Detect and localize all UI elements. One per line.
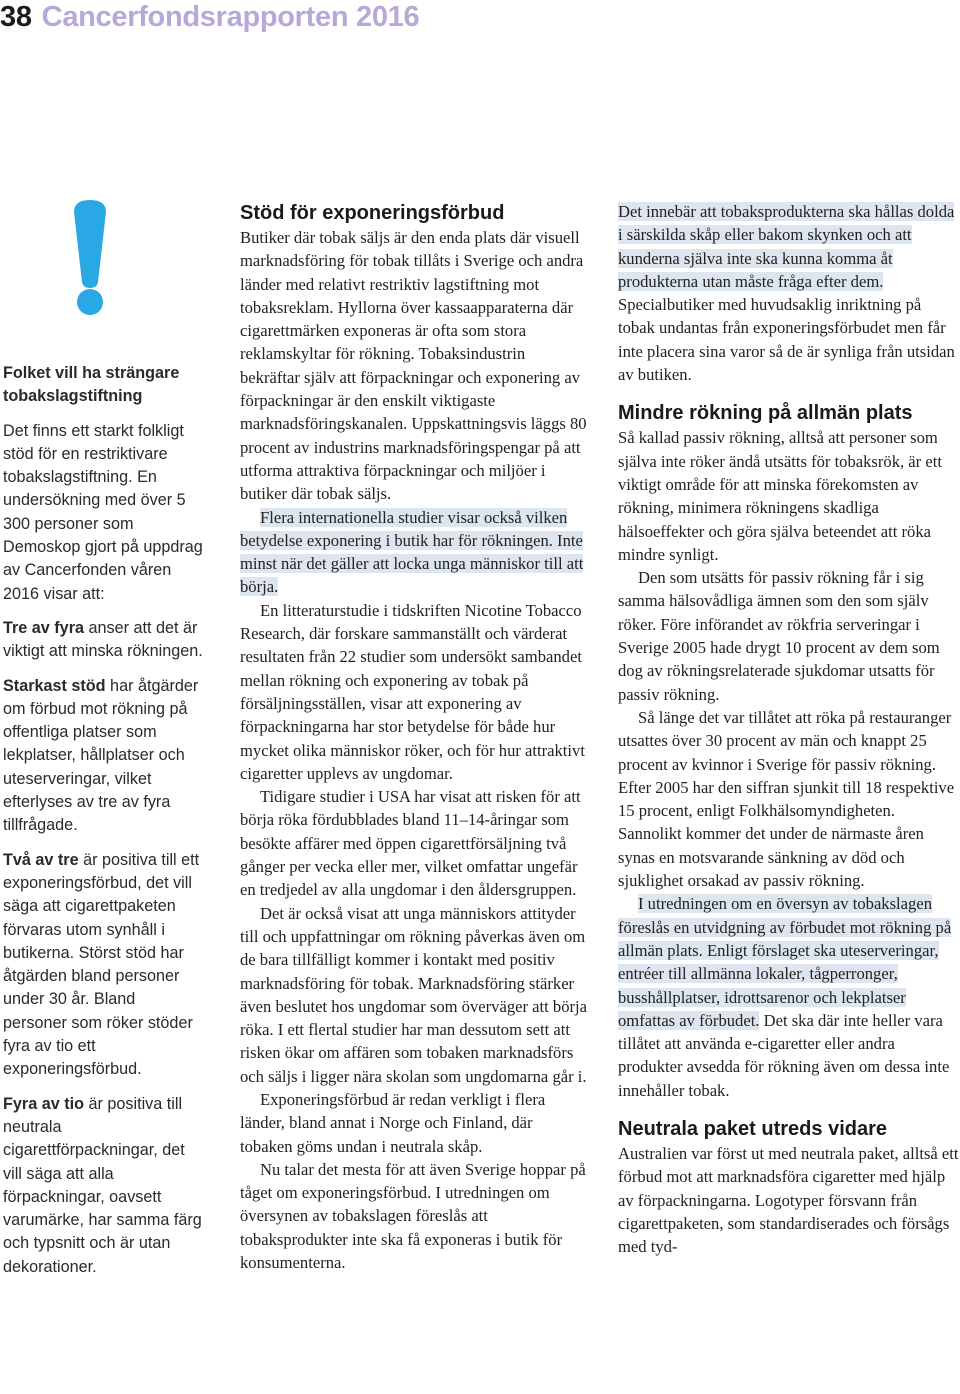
exclamation-icon	[70, 198, 110, 316]
paragraph: Exponeringsförbud är redan verkligt i flera länder, bland annat i Norge och Finland, där tobaken göms undan i neutrala skåp.	[240, 1089, 546, 1156]
fact-lead: Tre av fyra	[3, 618, 84, 637]
paragraph: Australien var först ut med neutrala paket, alltså ett förbud mot att marknadsföra cigaretter med hjälp av förpackningarna. Logotyper försvann från cigarettpaketen, som standardiserades och försågs med tyd-	[618, 1143, 959, 1257]
page-header	[0, 0, 419, 34]
sidebar-fact	[3, 617, 203, 664]
paragraph-text: Specialbutiker med huvudsaklig inriktning på tobak undantas från exponeringsförbudet men får inte placera sina varor så de är synliga från utsidan av butiken.	[618, 295, 955, 385]
paragraph: En litteraturstudie i tidskriften Nicotine Tobacco Research, där forskare sammanställt och värderat resultaten från 22 studier som undersökt sambandet mellan rökning och exponering av tobak på försäljningsställen, visar att exponering av förpackningarna har stor betydelse för både hur mycket olika människor röker, och för hur attraktivt cigaretter upplevs av ungdomar.	[240, 600, 585, 783]
fact-text: är positiva till ett exponeringsförbud, det vill säga att cigarettpaketen förvaras utom synhåll i butikerna. Störst stöd har åtgärden bland personer under 30 år. Bland personer som röker stöder fyra av tio ett exponeringsförbud.	[3, 850, 200, 1079]
section-heading: Neutrala paket utreds vidare	[618, 1117, 887, 1140]
sidebar-fact	[3, 849, 203, 1082]
paragraph	[618, 200, 960, 386]
paragraph-text: Det ska där inte heller vara tillåtet att använda e-cigaretter eller andra produkter avsedda för rökning även om dessa inte innehåller tobak.	[618, 1010, 950, 1100]
paragraph	[240, 506, 588, 599]
fact-text: är positiva till neutrala cigarettförpackningar, det vill säga att alla förpackningar, oavsett varumärke, har samma färg och typsnitt och är utan dekorationer.	[3, 1094, 202, 1276]
paragraph: Så länge det var tillåtet att röka på restauranger utsattes över 30 procent av män och knappt 25 procent av kvinnor i Sverige för passiv rökning. Efter 2005 har den siffran sjunkit till 18 respektive 15 procent, enligt Folkhälsomyndigheten. Sannolikt kommer det under de närmaste åren synas en motsvarande sänkning av död och sjuklighet orsakad av passiv rökning.	[618, 707, 955, 891]
section-heading: Stöd för exponeringsförbud	[240, 202, 505, 224]
fact-lead: Två av tre	[3, 850, 79, 869]
fact-text: har åtgärder om förbud mot rökning på offentliga platser som lekplatser, hållplatser och uteserveringar, vilket efterlyses av tre av fyra tillfrågade.	[3, 676, 199, 835]
paragraph: Butiker där tobak säljs är den enda plats där visuell marknadsföring för tobak tillåts i Sverige och andra länder med relativt restriktiv lagstiftning mot tobaksreklam. Hyllorna över kassaapparaterna där cigarettmärken exponeras är ofta som stora reklamskyltar för rökning. Tobaksindustrin bekräftar själv att förpackningar och exponering av förpackningar är den enskilt viktigaste marknadsföringskanalen. Uppskattningsvis läggs 80 procent av industrins marknadsföringspengar på att utforma attraktiva förpackningar och miljöer i butiker där tobak säljs.	[240, 228, 587, 504]
page-number: 38	[0, 1, 32, 33]
highlighted-text: Det innebär att tobaksprodukterna ska hållas dolda i särskilda skåp eller bakom skynken och att kunderna själva inte ska kunna komma åt produkterna utan måste fråga efter dem.	[618, 202, 955, 291]
paragraph: Det är också visat att unga människors attityder till och uppfattningar om rökning påverkas även om de bara tillfälligt kommer i kontakt med positiv marknadsföring för tobak. Marknadsföring stärker även beslutet hos ungdomar som överväger att börja röka. I ett flertal studier har man dessutom sett att risken ökar om affären som tobaken marknadsförs och säljs i ligger nära skolan som ungdomarna går i.	[240, 903, 587, 1086]
paragraph: Den som utsätts för passiv rökning får i sig samma hälsovådliga ämnen som den som själv röker. Före införandet av rökfria serveringar i Sverige 2005 hade drygt 10 procent av dem som dog av rökningsrelaterade sjukdomar utsatts för passiv rökning.	[618, 568, 940, 704]
fact-text: anser att det är viktigt att minska rökningen.	[3, 618, 203, 661]
paragraph	[618, 892, 960, 1102]
paragraph: Tidigare studier i USA har visat att risken för att börja röka fördubblades bland 11–14-åringar som besökte affärer med öppen cigarettförsäljning två gånger per vecka eller mer, vilket omfattar ungefär en tredjedel av alla ungdomar i den åldersgruppen.	[240, 787, 581, 900]
paragraph: Nu talar det mesta för att även Sverige hoppar på tåget om exponeringsförbud. I utredningen om översynen av tobakslagen föreslås att tobaksprodukter inte ska få exponeras i butik för konsumenterna.	[240, 1159, 586, 1273]
sidebar-fact	[3, 1093, 203, 1279]
sidebar-fact	[3, 675, 203, 838]
sidebar-intro: Det finns ett starkt folkligt stöd för en restriktivare tobakslagstiftning. En undersökning med över 5 300 personer som Demoskop gjort på uppdrag av Cancerfonden våren 2016 visar att:	[3, 421, 203, 603]
paragraph: Så kallad passiv rökning, alltså att personer som själva inte röker ändå utsätts för tobaksrök, är ett viktigt område för att minska förekomsten av rökning, minimera rökningens skadliga hälsoeffekter och göra själva beteendet att röka mindre synligt.	[618, 428, 942, 564]
article-column-1	[240, 200, 588, 1274]
article-column-2	[618, 200, 960, 1258]
fact-lead: Fyra av tio	[3, 1094, 84, 1113]
highlighted-text: I utredningen om en översyn av tobakslagen föreslås en utvidgning av förbudet mot rökning på allmän plats. Enligt förslaget ska uteserveringar, entréer till allmänna lokaler, tågperronger, busshållplatser, idrottsarenor och lekplatser omfattas av förbudet.	[618, 894, 952, 1030]
fact-lead: Starkast stöd	[3, 676, 106, 695]
highlighted-text: Flera internationella studier visar också vilken betydelse exponering i butik har för rökningen. Inte minst när det gäller att locka unga människor till att börja.	[240, 507, 584, 597]
publication-title: Cancerfondsrapporten 2016	[41, 1, 420, 33]
sidebar-heading: Folket vill ha strängare tobakslagstiftning	[3, 364, 180, 406]
sidebar-factbox	[3, 362, 203, 1290]
section-heading: Mindre rökning på allmän plats	[618, 402, 913, 425]
